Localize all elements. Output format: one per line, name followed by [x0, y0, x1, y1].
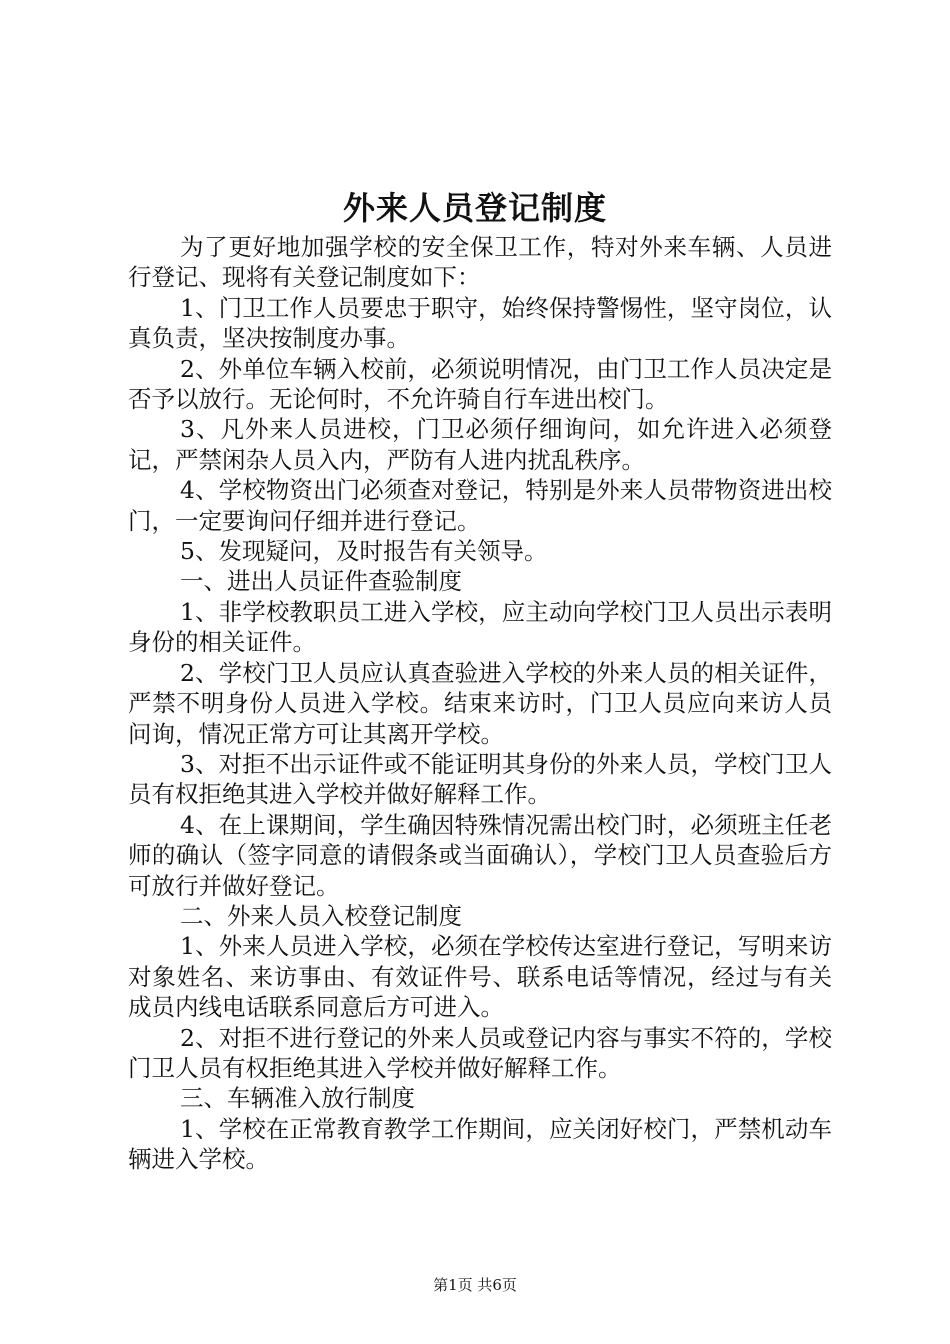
document-title: 外来人员登记制度	[342, 189, 607, 227]
page-number-footer: 第1页 共6页	[433, 1276, 517, 1294]
paragraph: 2、学校门卫人员应认真查验进入学校的外来人员的相关证件，严禁不明身份人员进入学校。结束来访时，门卫人员应向来访人员问询，情况正常方可让其离开学校。	[128, 658, 832, 748]
section-heading: 一、进出人员证件查验制度	[180, 567, 462, 596]
paragraph: 2、外单位车辆入校前，必须说明情况，由门卫工作人员决定是否予以放行。无论何时，不允许骑自行车进出校门。	[128, 354, 832, 414]
section-heading: 三、车辆准入放行制度	[180, 1084, 415, 1113]
paragraph: 1、学校在正常教育教学工作期间，应关闭好校门，严禁机动车辆进入学校。	[128, 1114, 832, 1174]
paragraph: 4、在上课期间，学生确因特殊情况需出校门时，必须班主任老师的确认（签字同意的请假条或当面确认），学校门卫人员查验后方可放行并做好登记。	[128, 810, 832, 900]
paragraph: 1、非学校教职员工进入学校，应主动向学校门卫人员出示表明身份的相关证件。	[128, 597, 832, 657]
paragraph: 1、门卫工作人员要忠于职守，始终保持警惕性，坚守岗位，认真负责，坚决按制度办事。	[128, 293, 832, 353]
paragraph: 5、发现疑问，及时报告有关领导。	[180, 537, 548, 566]
paragraph: 1、外来人员进入学校，必须在学校传达室进行登记，写明来访对象姓名、来访事由、有效证件号、联系电话等情况，经过与有关成员内线电话联系同意后方可进入。	[128, 932, 832, 1022]
paragraph: 3、凡外来人员进校，门卫必须仔细询问，如允许进入必须登记，严禁闲杂人员入内，严防有人进内扰乱秩序。	[128, 415, 832, 474]
document-body	[128, 232, 832, 1175]
section-heading: 二、外来人员入校登记制度	[180, 901, 462, 930]
paragraph: 为了更好地加强学校的安全保卫工作，特对外来车辆、人员进行登记、现将有关登记制度如下：	[128, 233, 832, 292]
paragraph: 3、对拒不出示证件或不能证明其身份的外来人员，学校门卫人员有权拒绝其进入学校并做好解释工作。	[128, 749, 832, 809]
paragraph: 2、对拒不进行登记的外来人员或登记内容与事实不符的，学校门卫人员有权拒绝其进入学校并做好解释工作。	[128, 1023, 832, 1082]
paragraph: 4、学校物资出门必须查对登记，特别是外来人员带物资进出校门，一定要询问仔细并进行登记。	[128, 476, 832, 535]
